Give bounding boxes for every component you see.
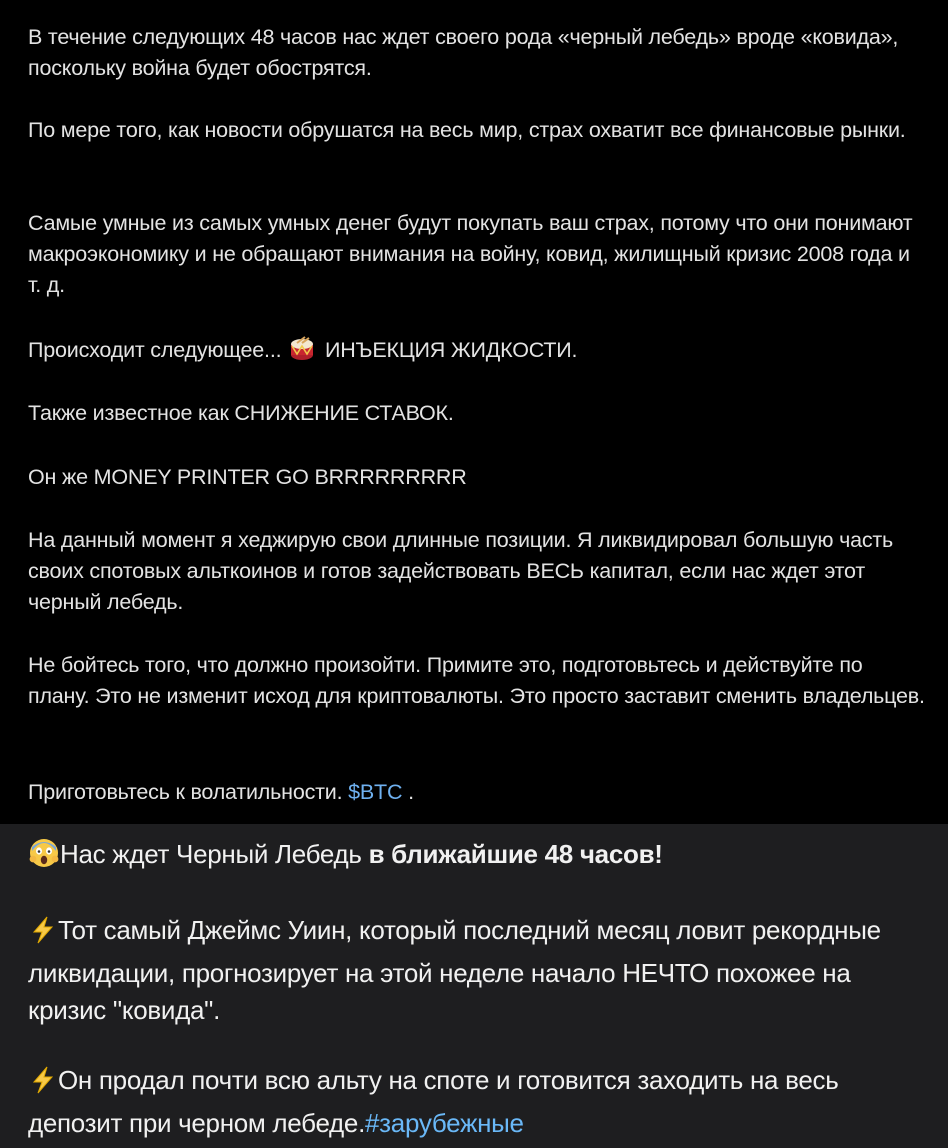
drum-icon	[289, 336, 315, 362]
quoted-paragraph: Также известное как СНИЖЕНИЕ СТАВОК.	[28, 401, 454, 425]
message-paragraph	[28, 912, 928, 1029]
high-voltage-icon	[28, 1065, 58, 1105]
hashtag-link[interactable]: #зарубежные	[365, 1108, 524, 1138]
paragraph-text: Он продал почти всю альту на споте и готовится заходить на весь депозит при черном лебеде.	[28, 1065, 839, 1138]
quoted-paragraph	[28, 777, 928, 808]
paragraph-text: Тот самый Джеймс Уиин, который последний месяц ловит рекордные ликвидации, прогнозирует на этой неделе начало НЕЧТО похожее на кризис "ковида".	[28, 915, 881, 1025]
quoted-text: Приготовьтесь к волатильности.	[28, 780, 343, 804]
headline-bold-text: в ближайшие 48 часов!	[368, 839, 663, 869]
quoted-text: .	[408, 780, 414, 804]
screaming-face-icon	[28, 837, 60, 879]
quoted-paragraph: Самые умные из самых умных денег будут покупать ваш страх, потому что они понимают макроэкономику и не обращают внимания на войну, ковид, жилищный кризис 2008 года и т. д.	[28, 211, 913, 297]
message-body	[0, 824, 948, 1148]
high-voltage-icon	[28, 915, 58, 955]
quoted-paragraph: На данный момент я хеджирую свои длинные позиции. Я ликвидировал большую часть своих спотовых альткоинов и готов задействовать ВЕСЬ капитал, если нас ждет этот черный лебедь.	[28, 528, 894, 614]
headline-text: Нас ждет Черный Лебедь	[60, 839, 362, 869]
message-paragraph	[28, 1062, 928, 1142]
quoted-paragraph: По мере того, как новости обрушатся на весь мир, страх охватит все финансовые рынки.	[28, 118, 906, 142]
quoted-text: Происходит следующее...	[28, 338, 282, 362]
message-headline	[28, 836, 928, 879]
cashtag-link[interactable]: $BTC	[348, 780, 403, 804]
quoted-text: ИНЪЕКЦИЯ ЖИДКОСТИ.	[324, 338, 578, 362]
quoted-paragraph: В течение следующих 48 часов нас ждет своего рода «черный лебедь» вроде «ковида», поскольку война будет обострятся.	[28, 25, 899, 80]
quoted-paragraph	[28, 335, 928, 366]
quoted-paragraph: Он же MONEY PRINTER GO BRRRRRRRRR	[28, 465, 467, 489]
quoted-paragraph: Не бойтесь того, что должно произойти. Примите это, подготовьтесь и действуйте по плану. Это не изменит исход для криптовалюты. Это просто заставит сменить владельцев.	[28, 653, 925, 708]
